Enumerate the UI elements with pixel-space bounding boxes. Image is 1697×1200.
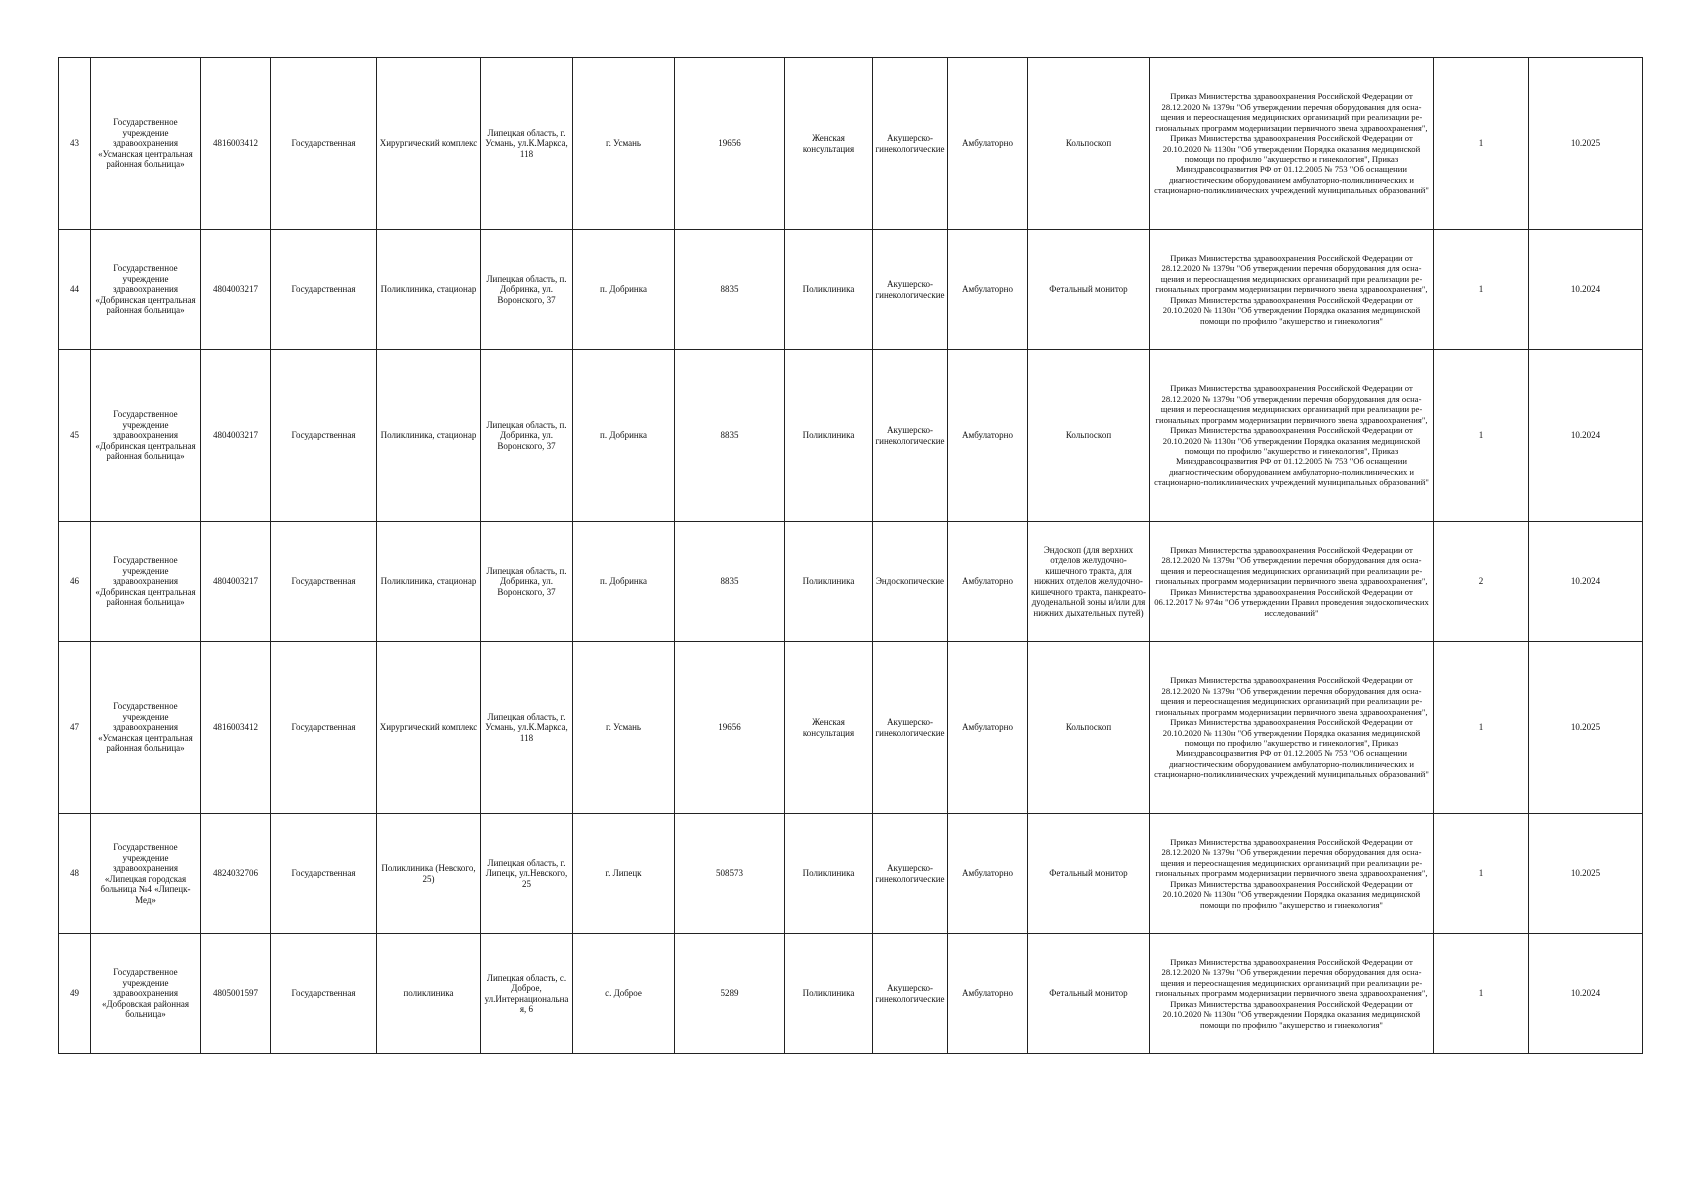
cell-inn-code: 4804003217 <box>201 230 271 350</box>
cell-inn-code: 4816003412 <box>201 642 271 814</box>
cell-ownership-type: Государственная <box>271 934 377 1054</box>
cell-unit-name: Поликлиника <box>785 230 873 350</box>
cell-delivery-date: 10.2024 <box>1529 934 1643 1054</box>
cell-division-name: поликлиника <box>377 934 481 1054</box>
cell-delivery-date: 10.2025 <box>1529 58 1643 230</box>
cell-equipment-name: Фетальный монитор <box>1028 934 1150 1054</box>
cell-locality: п. Добринка <box>573 522 675 642</box>
cell-regulatory-order: Приказ Министерства здравоохранения Российской Федерации от 28.12.2020 № 1379н "Об утверждении перечня оборудования для осна-щения и переоснащения медицинских организаций при реализации ре-гиональных программ модернизации первичного звена здравоохранения", Приказ Министерства здравоохранения Российской Федерации от 20.10.2020 № 1130н "Об утверждении Порядка оказания медицинской помощи по профилю "акушерство и гинекология" <box>1150 934 1434 1054</box>
cell-address: Липецкая область, г. Усмань, ул.К.Маркса, 118 <box>481 642 573 814</box>
cell-quantity: 2 <box>1434 522 1529 642</box>
cell-equipment-name: Кольпоскоп <box>1028 350 1150 522</box>
cell-inn-code: 4805001597 <box>201 934 271 1054</box>
cell-unit-name: Поликлиника <box>785 814 873 934</box>
cell-ownership-type: Государственная <box>271 350 377 522</box>
cell-address: Липецкая область, п. Добринка, ул. Воронского, 37 <box>481 230 573 350</box>
cell-equipment-name: Эндоскоп (для верхних отделов желудочно-кишечного тракта, для нижних отделов желудочно-кишечного тракта, панкреато-дуоденальной зоны и/или для нижних дыхательных путей) <box>1028 522 1150 642</box>
cell-medical-profile: Акушерско-гинекологические <box>873 642 948 814</box>
cell-ownership-type: Государственная <box>271 58 377 230</box>
cell-unit-name: Женская консультация <box>785 58 873 230</box>
cell-medical-profile: Акушерско-гинекологические <box>873 350 948 522</box>
cell-row-number: 45 <box>59 350 91 522</box>
cell-care-condition: Амбулаторно <box>948 58 1028 230</box>
cell-row-number: 44 <box>59 230 91 350</box>
cell-quantity: 1 <box>1434 230 1529 350</box>
cell-equipment-name: Фетальный монитор <box>1028 230 1150 350</box>
cell-ownership-type: Государственная <box>271 814 377 934</box>
cell-locality: г. Липецк <box>573 814 675 934</box>
cell-locality: г. Усмань <box>573 58 675 230</box>
cell-delivery-date: 10.2025 <box>1529 642 1643 814</box>
table-row <box>59 814 1643 934</box>
cell-inn-code: 4824032706 <box>201 814 271 934</box>
cell-care-condition: Амбулаторно <box>948 522 1028 642</box>
cell-quantity: 1 <box>1434 814 1529 934</box>
cell-address: Липецкая область, г. Липецк, ул.Невского, 25 <box>481 814 573 934</box>
table-row <box>59 350 1643 522</box>
cell-population: 19656 <box>675 58 785 230</box>
cell-quantity: 1 <box>1434 934 1529 1054</box>
cell-organization-name: Государственное учреждение здравоохранения «Добровская районная больница» <box>91 934 201 1054</box>
cell-inn-code: 4804003217 <box>201 350 271 522</box>
cell-unit-name: Поликлиника <box>785 350 873 522</box>
table-row <box>59 58 1643 230</box>
document-sheet <box>58 57 1642 1054</box>
cell-care-condition: Амбулаторно <box>948 934 1028 1054</box>
cell-population: 8835 <box>675 230 785 350</box>
cell-ownership-type: Государственная <box>271 642 377 814</box>
cell-ownership-type: Государственная <box>271 230 377 350</box>
cell-ownership-type: Государственная <box>271 522 377 642</box>
cell-quantity: 1 <box>1434 350 1529 522</box>
cell-organization-name: Государственное учреждение здравоохранения «Усманская центральная районная больница» <box>91 642 201 814</box>
cell-unit-name: Поликлиника <box>785 522 873 642</box>
cell-row-number: 48 <box>59 814 91 934</box>
table-body <box>59 58 1643 1054</box>
cell-division-name: Хирургический комплекс <box>377 642 481 814</box>
cell-care-condition: Амбулаторно <box>948 642 1028 814</box>
cell-locality: п. Добринка <box>573 230 675 350</box>
cell-care-condition: Амбулаторно <box>948 230 1028 350</box>
cell-delivery-date: 10.2025 <box>1529 814 1643 934</box>
cell-medical-profile: Эндоскопические <box>873 522 948 642</box>
table-row <box>59 642 1643 814</box>
table-row <box>59 230 1643 350</box>
cell-organization-name: Государственное учреждение здравоохранения «Добринская центральная районная больница» <box>91 522 201 642</box>
cell-address: Липецкая область, п. Добринка, ул. Воронского, 37 <box>481 350 573 522</box>
cell-quantity: 1 <box>1434 58 1529 230</box>
cell-inn-code: 4804003217 <box>201 522 271 642</box>
cell-division-name: Поликлиника, стационар <box>377 230 481 350</box>
cell-delivery-date: 10.2024 <box>1529 350 1643 522</box>
cell-row-number: 49 <box>59 934 91 1054</box>
cell-unit-name: Поликлиника <box>785 934 873 1054</box>
cell-row-number: 46 <box>59 522 91 642</box>
cell-medical-profile: Акушерско-гинекологические <box>873 814 948 934</box>
cell-locality: с. Доброе <box>573 934 675 1054</box>
cell-regulatory-order: Приказ Министерства здравоохранения Российской Федерации от 28.12.2020 № 1379н "Об утверждении перечня оборудования для осна-щения и переоснащения медицинских организаций при реализации ре-гиональных программ модернизации первичного звена здравоохранения", Приказ Министерства здравоохранения Российской Федерации от 20.10.2020 № 1130н "Об утверждении Порядка оказания медицинской помощи по профилю "акушерство и гинекология", Приказ Минздравсоцразвития РФ от 01.12.2005 № 753 "Об оснащении диагностическим оборудованием амбулаторно-поликлинических и стационарно-поликлинических учреждений муниципальных образований" <box>1150 642 1434 814</box>
cell-regulatory-order: Приказ Министерства здравоохранения Российской Федерации от 28.12.2020 № 1379н "Об утверждении перечня оборудования для осна-щения и переоснащения медицинских организаций при реализации ре-гиональных программ модернизации первичного звена здравоохранения", Приказ Министерства здравоохранения Российской Федерации от 20.10.2020 № 1130н "Об утверждении Порядка оказания медицинской помощи по профилю "акушерство и гинекология" <box>1150 814 1434 934</box>
cell-regulatory-order: Приказ Министерства здравоохранения Российской Федерации от 28.12.2020 № 1379н "Об утверждении перечня оборудования для осна-щения и переоснащения медицинских организаций при реализации ре-гиональных программ модернизации первичного звена здравоохранения", Приказ Министерства здравоохранения Российской Федерации от 20.10.2020 № 1130н "Об утверждении Порядка оказания медицинской помощи по профилю "акушерство и гинекология", Приказ Минздравсоцразвития РФ от 01.12.2005 № 753 "Об оснащении диагностическим оборудованием амбулаторно-поликлинических и стационарно-поликлинических учреждений муниципальных образований" <box>1150 350 1434 522</box>
cell-population: 8835 <box>675 522 785 642</box>
cell-medical-profile: Акушерско-гинекологические <box>873 58 948 230</box>
cell-address: Липецкая область, с. Доброе, ул.Интернациональная, 6 <box>481 934 573 1054</box>
cell-locality: г. Усмань <box>573 642 675 814</box>
cell-row-number: 47 <box>59 642 91 814</box>
cell-unit-name: Женская консультация <box>785 642 873 814</box>
cell-organization-name: Государственное учреждение здравоохранения «Добринская центральная районная больница» <box>91 350 201 522</box>
cell-regulatory-order: Приказ Министерства здравоохранения Российской Федерации от 28.12.2020 № 1379н "Об утверждении перечня оборудования для осна-щения и переоснащения медицинских организаций при реализации ре-гиональных программ модернизации первичного звена здравоохранения", Приказ Министерства здравоохранения Российской Федерации от 20.10.2020 № 1130н "Об утверждении Порядка оказания медицинской помощи по профилю "акушерство и гинекология", Приказ Минздравсоцразвития РФ от 01.12.2005 № 753 "Об оснащении диагностическим оборудованием амбулаторно-поликлинических и стационарно-поликлинических учреждений муниципальных образований" <box>1150 58 1434 230</box>
cell-division-name: Поликлиника (Невского, 25) <box>377 814 481 934</box>
table-row <box>59 522 1643 642</box>
cell-organization-name: Государственное учреждение здравоохранения «Усманская центральная районная больница» <box>91 58 201 230</box>
cell-care-condition: Амбулаторно <box>948 350 1028 522</box>
cell-locality: п. Добринка <box>573 350 675 522</box>
equipment-table <box>58 57 1643 1054</box>
cell-regulatory-order: Приказ Министерства здравоохранения Российской Федерации от 28.12.2020 № 1379н "Об утверждении перечня оборудования для осна-щения и переоснащения медицинских организаций при реализации ре-гиональных программ модернизации первичного звена здравоохранения", Приказ Министерства здравоохранения Российской Федерации от 20.10.2020 № 1130н "Об утверждении Порядка оказания медицинской помощи по профилю "акушерство и гинекология" <box>1150 230 1434 350</box>
cell-population: 8835 <box>675 350 785 522</box>
cell-delivery-date: 10.2024 <box>1529 522 1643 642</box>
cell-division-name: Поликлиника, стационар <box>377 522 481 642</box>
cell-division-name: Хирургический комплекс <box>377 58 481 230</box>
table-row <box>59 934 1643 1054</box>
cell-population: 19656 <box>675 642 785 814</box>
cell-medical-profile: Акушерско-гинекологические <box>873 934 948 1054</box>
cell-equipment-name: Кольпоскоп <box>1028 642 1150 814</box>
cell-division-name: Поликлиника, стационар <box>377 350 481 522</box>
cell-quantity: 1 <box>1434 642 1529 814</box>
cell-population: 508573 <box>675 814 785 934</box>
cell-equipment-name: Кольпоскоп <box>1028 58 1150 230</box>
cell-medical-profile: Акушерско-гинекологические <box>873 230 948 350</box>
cell-address: Липецкая область, п. Добринка, ул. Воронского, 37 <box>481 522 573 642</box>
cell-organization-name: Государственное учреждение здравоохранения «Добринская центральная районная больница» <box>91 230 201 350</box>
cell-equipment-name: Фетальный монитор <box>1028 814 1150 934</box>
cell-delivery-date: 10.2024 <box>1529 230 1643 350</box>
cell-address: Липецкая область, г. Усмань, ул.К.Маркса, 118 <box>481 58 573 230</box>
cell-organization-name: Государственное учреждение здравоохранения «Липецкая городская больница №4 «Липецк-Мед» <box>91 814 201 934</box>
cell-care-condition: Амбулаторно <box>948 814 1028 934</box>
cell-regulatory-order: Приказ Министерства здравоохранения Российской Федерации от 28.12.2020 № 1379н "Об утверждении перечня оборудования для осна-щения и переоснащения медицинских организаций при реализации ре-гиональных программ модернизации первичного звена здравоохранения", Приказ Министерства здравоохранения Российской Федерации от 06.12.2017 № 974н "Об утверждении Правил проведения эндоскопических исследований" <box>1150 522 1434 642</box>
cell-inn-code: 4816003412 <box>201 58 271 230</box>
cell-population: 5289 <box>675 934 785 1054</box>
cell-row-number: 43 <box>59 58 91 230</box>
